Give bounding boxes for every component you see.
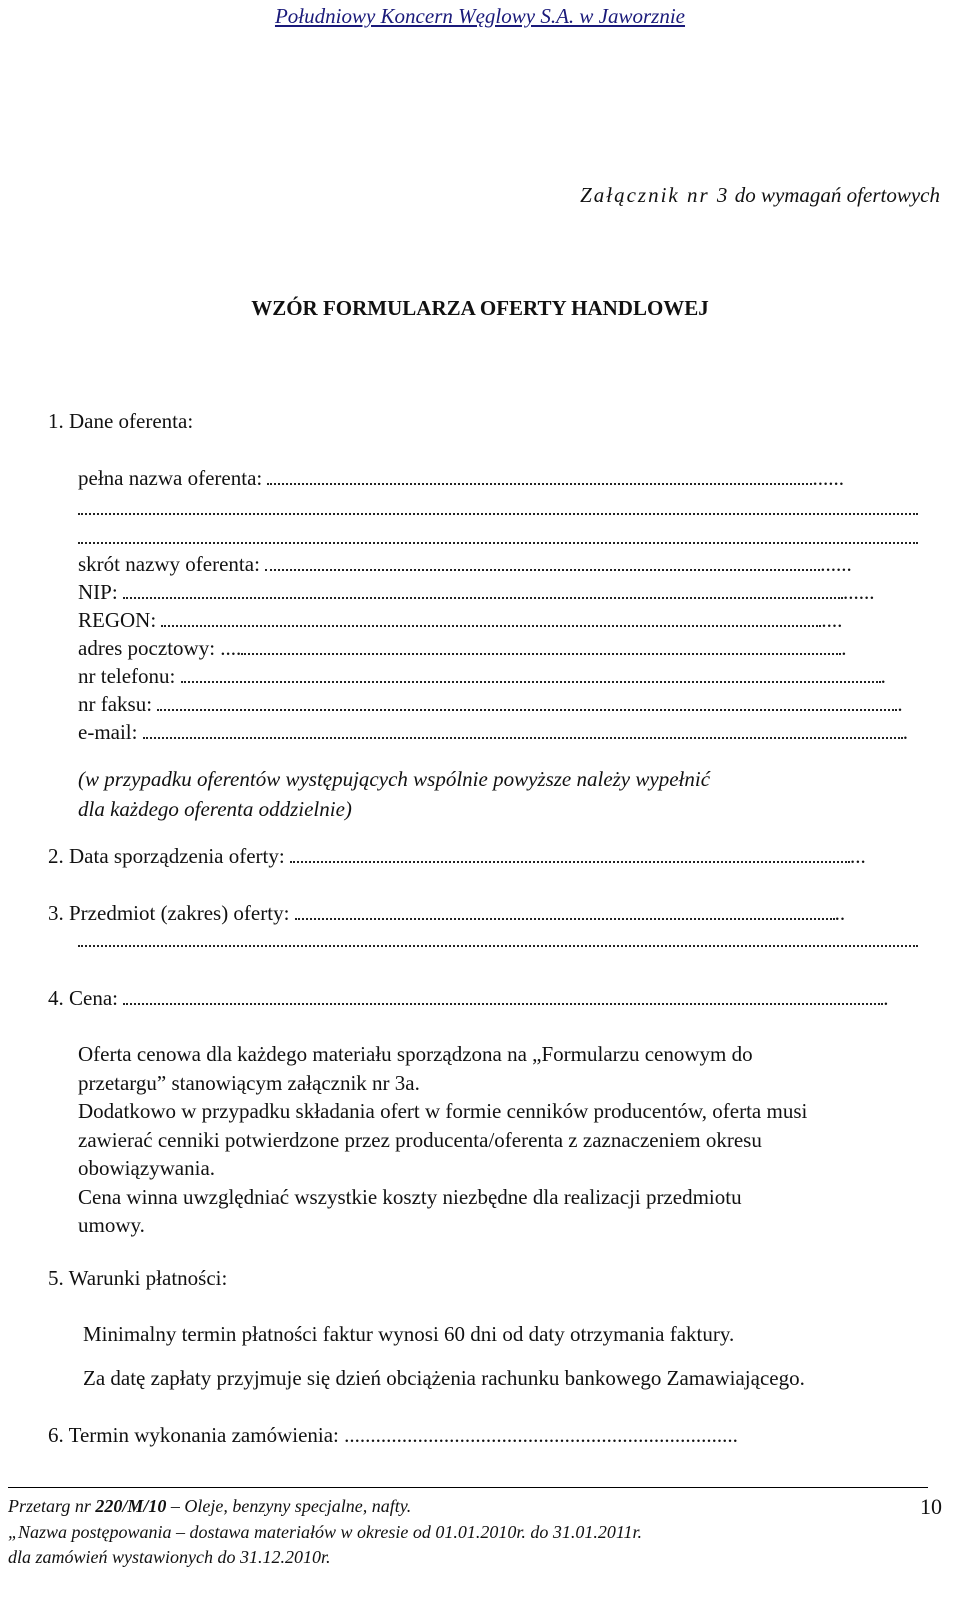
attachment-rest: do wymagań ofertowych [734, 183, 940, 207]
page-number: 10 [920, 1494, 942, 1519]
field-address[interactable] [78, 636, 847, 661]
field-end: .... [220, 636, 242, 660]
field-end: .. [834, 901, 846, 925]
paragraph-line: umowy. [78, 1213, 145, 1237]
attachment-label [580, 183, 940, 208]
paragraph-line: Oferta cenowa dla każdego materiału sporządzona na „Formularzu cenowym do [78, 1042, 753, 1066]
field-full-name-cont-2[interactable] [78, 525, 918, 550]
dotted-fill [161, 624, 821, 627]
footer-divider [8, 1487, 928, 1488]
paragraph-line: Dodatkowo w przypadku składania ofert w formie cenników producentów, oferta musi [78, 1099, 808, 1123]
payment-term-line: Minimalny termin płatności faktur wynosi 60 dni od daty otrzymania faktury. [83, 1322, 735, 1346]
field-end: ... [849, 844, 866, 868]
dotted-fill [267, 482, 812, 485]
dotted-fill [181, 680, 881, 683]
payment-date-line: Za datę zapłaty przyjmuje się dzień obciążenia rachunku bankowego Zamawiającego. [83, 1366, 805, 1390]
dotted-fill [123, 1002, 883, 1005]
section-2-heading: 2. Data sporządzenia oferty: [48, 844, 285, 868]
joint-offer-note-1: (w przypadku oferentów występujących wspólnie powyższe należy wypełnić [78, 767, 711, 791]
field-end: . [897, 692, 903, 716]
field-end: ...... [820, 552, 852, 576]
field-label: REGON: [78, 608, 157, 632]
dotted-fill [157, 708, 897, 711]
paragraph-line: Cena winna uwzględniać wszystkie koszty niezbędne dla realizacji przedmiotu [78, 1184, 742, 1209]
dotted-fill [143, 736, 903, 739]
page-title: WZÓR FORMULARZA OFERTY HANDLOWEJ [251, 296, 709, 320]
section-3[interactable] [48, 901, 845, 926]
field-label: skrót nazwy oferenta: [78, 552, 260, 576]
field-full-name-cont-1[interactable] [78, 496, 918, 521]
footer-tender-prefix: Przetarg nr [8, 1496, 96, 1516]
joint-offer-note-2: dla każdego oferenta oddzielnie) [78, 797, 352, 821]
paragraph-line: przetargu” stanowiącym załącznik nr 3a. [78, 1070, 420, 1095]
field-short-name[interactable] [78, 552, 852, 577]
dotted-fill [78, 944, 918, 947]
section-3-cont[interactable] [78, 928, 918, 953]
field-fax[interactable] [78, 692, 903, 717]
field-label: adres pocztowy: [78, 636, 216, 660]
field-nip[interactable] [78, 580, 874, 605]
footer-tender-subject: – Oleje, benzyny specjalne, nafty. [166, 1496, 412, 1516]
paragraph-line: obowiązywania. [78, 1156, 216, 1180]
field-end: ...... [842, 580, 875, 604]
field-label: pełna nazwa oferenta: [78, 466, 263, 490]
footer-line-2: „Nazwa postępowania – dostawa materiałów w okresie od 01.01.2010r. do 31.01.2011r. [8, 1522, 643, 1542]
field-end: . [880, 664, 886, 688]
dotted-fill [241, 652, 841, 655]
field-phone[interactable] [78, 664, 886, 689]
section-3-heading: 3. Przedmiot (zakres) oferty: [48, 901, 290, 925]
field-regon[interactable] [78, 608, 842, 633]
attachment-number: Załącznik nr 3 [580, 183, 730, 207]
field-end: . [902, 720, 908, 744]
section-6-heading[interactable]: 6. Termin wykonania zamówienia: ........................................................................... [48, 1423, 738, 1447]
footer-line-1 [8, 1496, 411, 1517]
field-full-name[interactable] [78, 466, 928, 491]
price-paragraph [78, 1040, 807, 1240]
footer-tender-number: 220/M/10 [95, 1496, 167, 1516]
field-end: . [883, 986, 889, 1010]
company-header: Południowy Koncern Węglowy S.A. w Jaworznie [274, 4, 686, 28]
footer-line-3: dla zamówień wystawionych do 31.12.2010r. [8, 1547, 331, 1567]
section-5-heading: 5. Warunki płatności: [48, 1266, 228, 1290]
section-1-heading: 1. Dane oferenta: [48, 409, 194, 433]
field-label: nr telefonu: [78, 664, 176, 688]
section-2[interactable] [48, 844, 866, 869]
paragraph-line: zawierać cenniki potwierdzone przez producenta/oferenta z zaznaczeniem okresu [78, 1127, 762, 1152]
field-label: nr faksu: [78, 692, 153, 716]
dotted-fill [78, 512, 918, 515]
field-tail: . [841, 636, 847, 660]
field-label: NIP: [78, 580, 118, 604]
dotted-fill [123, 596, 843, 599]
section-4-heading: 4. Cena: [48, 986, 118, 1010]
dotted-fill [295, 917, 835, 920]
field-label: e-mail: [78, 720, 138, 744]
dotted-fill [265, 568, 820, 571]
dotted-fill [290, 860, 850, 863]
field-end: .... [821, 608, 843, 632]
field-email[interactable] [78, 720, 908, 745]
dotted-fill [78, 541, 918, 544]
field-end: ...... [812, 466, 844, 490]
section-4[interactable] [48, 986, 888, 1011]
